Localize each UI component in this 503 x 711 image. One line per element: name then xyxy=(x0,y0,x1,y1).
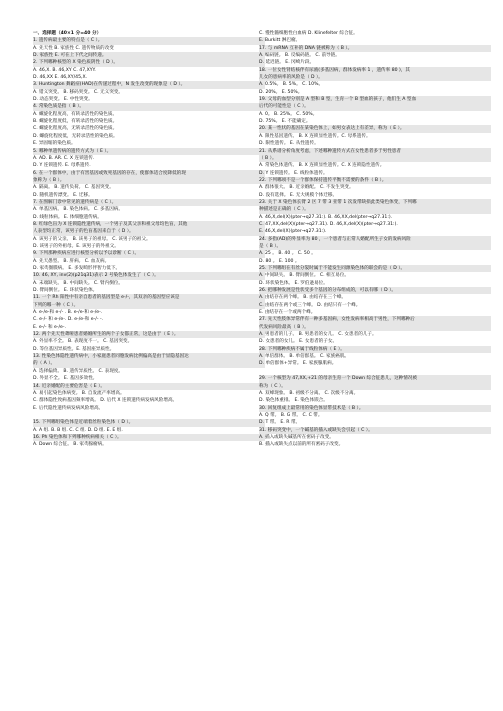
right-line: 儿女的患病率的风险是（ D ）。 xyxy=(259,74,491,81)
left-line: 15. 下列哪组染色体是近端着丝粒染色体（ D ）。 xyxy=(33,419,265,426)
right-line: A. 常染色体遗传。 B. X 连锁显性遗传。C. X 连锁隐性遗传。 xyxy=(259,163,385,169)
right-line: A. 男患者的儿子。 B. 男患者的女儿。 C. 女患者的儿子。 xyxy=(259,332,377,338)
right-line: 24. 多指(AD)的外显率为 80 ，一个患者与正常人婚配所生子女的发病风险 xyxy=(259,236,491,243)
right-line: B. 插入或缺失点以前的所有密码子改变。 xyxy=(259,442,344,448)
left-line: 7. 在图解门诊中常见的遗传病是（ C ）。 xyxy=(33,199,265,206)
right-line: 26. 把哪种发展是性状受多个基因的分布组成的，可以有哪（ D ）。 xyxy=(259,287,491,294)
left-line: 象称为（ B ）。 xyxy=(33,177,265,184)
right-line xyxy=(259,368,491,375)
left-line: 9. 下列那种疾病应进行核型分析以予以诊断（ C ）。 xyxy=(33,250,265,257)
right-line: 23. 关于 X 染色体长臂 2 区 7 带 3 亚带 1 次发带缺损此类染色体变，下列哪 xyxy=(259,199,491,206)
right-line: C. 47,XX,del(X)(pter→q27.31). D. 46,X,del(X)(pter→q27.31:). xyxy=(259,221,398,227)
left-line: A. 易引起染色体病变。 B. 自发流产率增高。 xyxy=(33,390,125,396)
right-line: A. 限性基因遗传。 B. X 连锁显性遗传。C. 母系遗传。 xyxy=(259,133,371,139)
left-line: C. 群体隐性致病基因频率增高。 D. 后代 X 连锁遗传病发病风险增高。 xyxy=(33,398,178,404)
left-line: A. 隔离。 B. 遗传负荷。 C. 基因突变。 xyxy=(33,185,114,191)
left-line: 5. 哪种单遗传病的遗传方式为（ E ）。 xyxy=(33,148,265,155)
left-line: D. 臂间倒位。 E. 环状染色体。 xyxy=(33,288,98,294)
right-line: （ B ）。 xyxy=(259,155,491,162)
right-line: A. 中间缺失。 B. 臂间倒位。 C. 相互易位。 xyxy=(259,273,350,279)
right-line: 20. 某一性状的基因在某染色体上，如男女表达上有差异，称为（ E ）。 xyxy=(259,125,491,132)
left-line: C. 螺旋化程度高，无转录活性的染色质。 xyxy=(33,126,118,132)
left-line: A. 先天性 B. 家族性 C. 遗传物质的改变 xyxy=(33,45,114,51)
left-line: 3. Huntington 舞蹈症(HAD)在传递过程中，N 发生改变的现象是（ D ）。 xyxy=(33,81,265,88)
right-line: A. Q 带。 B. G 带。 C. C 带。 xyxy=(259,412,323,418)
left-line: 11. 一个 Rh 阳性中有亲自患者的基因型是 e-/-，其双亲的基因型应该是 xyxy=(33,294,265,301)
right-line: E. 由结存在一个或两个峰。 xyxy=(259,310,316,316)
left-line: D. 线粒体病。 E. 体细胞遗传病。 xyxy=(33,214,102,220)
left-line xyxy=(33,412,265,419)
left-line: A. 错义突变。 B. 移码突变。 C. 无义突变。 xyxy=(33,89,124,95)
right-line: 种描述是正确的（ C ）。 xyxy=(259,206,491,213)
left-line: D. 46,XX E. 46,XY/45,X. xyxy=(33,75,88,81)
left-line: A. 该男子的父亲。 B. 该男子的祖母。 C. 该男子的祖父。 xyxy=(33,236,151,242)
left-line: D. 动态突变。 E. 中性突变。 xyxy=(33,97,93,103)
right-line: C. 由结存在两个或三个峰。 D. 由结只有一个峰。 xyxy=(259,302,361,308)
left-line: A. 外显率不全。 B. 表现度不一。 C. 基因突变。 xyxy=(33,339,133,345)
right-line: E. 46,X,del(X)(pter→q27.31:). xyxy=(259,229,327,235)
left-line: 16. Ph 染色体和下列哪种疾病相关（ C ）。 xyxy=(33,434,265,441)
left-line: C. e-/- 和 e-/e-. D. e-/e-和 e-/- -. xyxy=(33,317,104,323)
left-line: D. 螺旋化程度低，无转录活性的染色质。 xyxy=(33,133,118,139)
left-line: D. 等位基因异质性。E. 基因座异质性。 xyxy=(33,346,115,352)
right-line: A. 25 。 B. 40 。 C. 50 。 xyxy=(259,251,316,257)
right-line: 是（ B ）。 xyxy=(259,243,491,250)
left-line: E. e-/- 和 e-/e-. xyxy=(33,324,67,330)
right-line: 代发病风险最高（ B ）。 xyxy=(259,324,491,331)
left-column xyxy=(33,30,265,449)
left-line: A. 46,X. B. 46,XY C. 47,XYY. xyxy=(33,67,96,73)
right-line: A. 插入或缺失碱基所在密码子改变。 xyxy=(259,434,334,440)
left-line: A. 选择偏倚。 B. 遗传异质性。 C. 表现度。 xyxy=(33,368,124,374)
left-line: E. 异固缩的染色质。 xyxy=(33,141,76,147)
right-line: 后代的可能性是（ C ）。 xyxy=(259,103,491,110)
left-line: D. 家族性 E. 可在上下代之间传递。 xyxy=(33,52,265,59)
left-line: A. 先天愚型。 B. 肝病。 C. 血友病。 xyxy=(33,258,110,264)
left-line: 12. 两个先天性聋哑患者婚婚所生的两个子女都正常，这是由于（ E ）。 xyxy=(33,331,265,338)
right-line: A. 双峰现象。 B. 初级不分离。 C. 次级不分离。 xyxy=(259,390,359,396)
right-line: A. 0。 B. 25%。 C. 50%。 xyxy=(259,111,318,117)
left-line: A. AD. B. AR. C. X 连锁遗传. xyxy=(33,155,95,161)
left-line: 10. 46, XY, inv(2)(p21q31)表示 2 号染色体发生了（ C ）。 xyxy=(33,272,265,279)
right-line: D. 单倍群体+异常。 E. 家族腺肌病。 xyxy=(259,361,337,367)
left-line: A. 螺旋化程度高，有转录活性的染色质。 xyxy=(33,111,118,117)
right-line: D. Y 连锁遗传。 E. 线粒体遗传。 xyxy=(259,170,328,176)
left-line: D. Y 连锁遗传. E. 母系遗传. xyxy=(33,163,91,169)
right-line: E. Burkitt 淋巴瘤。 xyxy=(259,38,301,44)
right-line: 27. 先天性肢体异常伴有一种多基因病，女性发病率相高于男性，下列哪种后 xyxy=(259,316,491,323)
left-line: 14. 近亲婚配的主要危害是（ E ）。 xyxy=(33,383,265,390)
right-line: A. 单倍群体。 B. 单倍群基。 C. 家族癌肌。 xyxy=(259,354,350,360)
left-line: 的（ A ）。 xyxy=(33,360,265,367)
right-line: D. 限性遗传。 E. 从性遗传。 xyxy=(259,141,319,147)
right-line: A. 群体很大。 B. 近亲婚配。 C. 不发生突变。 xyxy=(259,185,354,191)
left-line: A. 末端缺失。 B. 中间缺失。 C. 臂内倒位。 xyxy=(33,280,124,286)
left-line: 一、选择题（40×1 分=40 分） xyxy=(33,31,102,36)
left-line: A. Down 综合征。 B. 家족腺瘤病。 xyxy=(33,442,107,448)
left-line: 8. 红绿色盲为 X 连锁隐性遗传病，一个男子及其父亲和祖父母均色盲，其他 xyxy=(33,221,265,228)
right-line: 17. 与 mRNA 互补的 DNA 链被称为（ B ）。 xyxy=(259,45,491,52)
right-line: C. 慢性髓细胞性白血病 D. Klinefelter 综合征。 xyxy=(259,31,358,36)
right-line: 21. 从系谱分析角度考虑，下述哪种遗传方式在女性患者多于男性患者 xyxy=(259,148,491,155)
left-line: D. 家족圈膜病。 E. 多发畸形伴智力低下。 xyxy=(33,266,121,271)
left-line: 1. 遗传病最主要的特点是（ C ）。 xyxy=(33,37,265,44)
left-line: 2. 下列哪种核型的 X 染色质阴性（ D ）。 xyxy=(33,59,265,66)
right-line: 25. 下列哪组在有丝分裂时属于不能发生同源染色体的联会的是（ D ）。 xyxy=(259,265,491,272)
left-line: D. 外显不全。 E. 基因多效性。 xyxy=(33,376,98,382)
left-line: 6. 在一个群体中，由于有害基因或致死基因的存在，使群体适合度降低的现 xyxy=(33,170,265,177)
right-line: A. 由结存在两个峰。 B. 由结存在三个峰。 xyxy=(259,295,347,301)
right-line: 18. 一位女性肾结核伴有尿液(多基因病，群体发病率 1 ，遗传率 80 )，其 xyxy=(259,67,491,74)
right-line: 30. 回复组成上最常用的染色体显带技术是（ B ）。 xyxy=(259,405,491,412)
right-line: 19. 父母的血型分别是 A 型和 B 型，生育一个 B 型血的孩子，他们生 A 型血 xyxy=(259,96,491,103)
left-line: 13. 性染色体隐性遗传病中，小家庭患者同胞发病比例偏高是由于显隐基因达 xyxy=(33,353,265,360)
left-line: E. 后代隐性遗传病发病风险增高。 xyxy=(33,405,104,411)
right-line: D. 延迟链。 E. 冈崎片段。 xyxy=(259,60,315,66)
right-line: D. T 带。 E. R 带。 xyxy=(259,420,301,426)
right-line: D. 75%。 E. 不能确定。 xyxy=(259,119,311,125)
right-line: D. 环状染色体。 E. 罗伯逊易位。 xyxy=(259,280,328,286)
left-line: 人表型均正常，该男子的色盲基因来自于（ D ）。 xyxy=(33,228,265,235)
right-line: A. 46,X,del(X)(pter→q27.31:). B. 46,XX,del(pter→q27.31:). xyxy=(259,214,393,220)
left-line: B. 螺旋化程度低，有转录活性的染色质。 xyxy=(33,119,118,125)
right-column xyxy=(259,30,491,449)
right-line: D. 女患者的女儿。 E. 女患者的子女。 xyxy=(259,339,338,345)
right-line: D. 染色体重排。 E. 染色体嵌合。 xyxy=(259,398,328,404)
right-line: A. 编码链。 B. 反编码链。 C. 前导链。 xyxy=(259,53,340,59)
left-line: A. 单基因病。 B. 染色体病。 C. 多基因病。 xyxy=(33,207,124,213)
right-line: D. 20%。 E. 50%。 xyxy=(259,89,303,95)
left-line: 4. 常染色质是指（ B ）。 xyxy=(33,103,265,110)
left-line: A. e-/e-和 e-/- . B. e-/e-和 e-/e-. xyxy=(33,310,103,316)
right-line: 31. 移码突变中，一个碱基的插入或缺失会引起（ C ）。 xyxy=(259,427,491,434)
right-line: 29. 一个核型为 47,XX,+21 的母亲生育一个 Down 综合征患儿，这种情况被 xyxy=(259,375,491,382)
left-line: A. A 组. B. B 组. C. C 组. D. D 组. E. E 组. xyxy=(33,427,123,433)
right-line: A. 0.5%。 B. 5%。 C. 10%。 xyxy=(259,82,324,88)
left-line: D. 该男子的外祖母。E. 该男子的外祖父。 xyxy=(33,243,119,249)
right-line: 28. 下列哪种疾病不属于线粒体病（ E ）。 xyxy=(259,346,491,353)
right-line: 22. 下列哪项不是一个群体保持遗传平衡不需要的条件（ B ）。 xyxy=(259,177,491,184)
right-line: 称为（ C ）。 xyxy=(259,383,491,390)
left-line: D. 随机遗传漂变。 E. 迁移。 xyxy=(33,192,93,198)
right-line: D. 没有选择。 E. 无大规模个体迁移。 xyxy=(259,192,338,198)
left-line: 下列的哪一种（ C ）。 xyxy=(33,302,265,309)
right-line: D. 80 。 E. 100 。 xyxy=(259,258,300,264)
